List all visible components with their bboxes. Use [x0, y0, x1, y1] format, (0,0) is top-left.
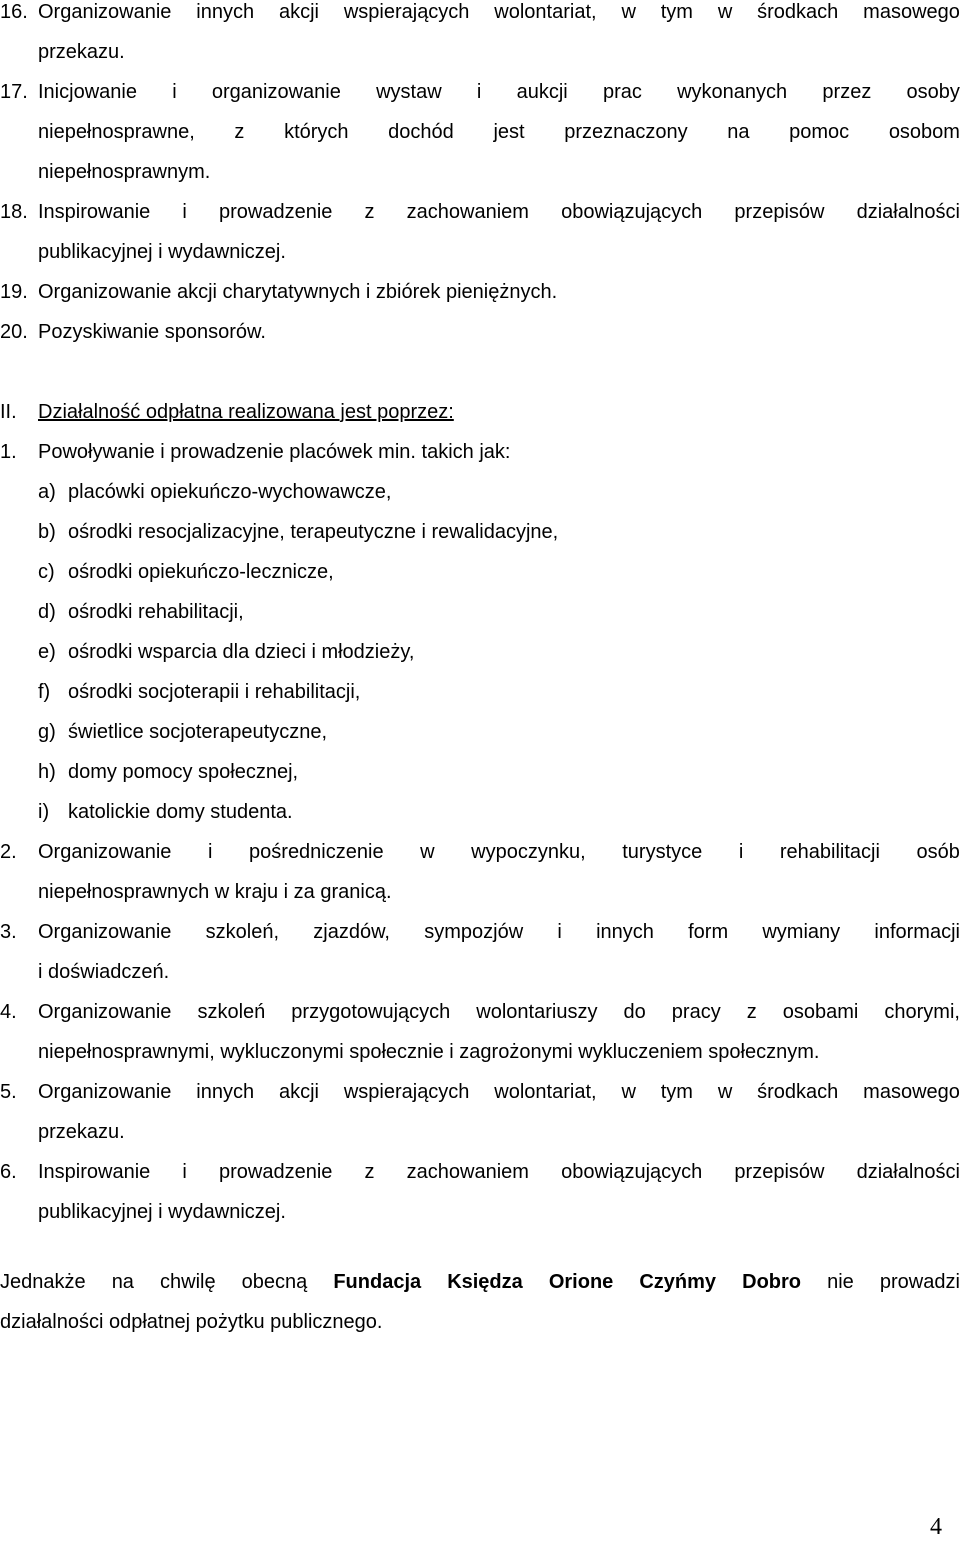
word: turystyce: [622, 841, 703, 863]
word: informacji: [874, 921, 960, 943]
item-text-continuation: niepełnosprawnych w kraju i za granicą.: [38, 881, 392, 903]
word: akcji: [278, 1, 319, 23]
word: i: [172, 81, 177, 103]
word: niepełnosprawne,: [38, 121, 195, 143]
subitem-text: ośrodki rehabilitacji,: [68, 601, 244, 623]
organization-name-word: Księdza: [447, 1271, 523, 1293]
item-number: 18.: [0, 201, 28, 223]
word: pośredniczenie: [249, 841, 384, 863]
word: wykonanych: [677, 81, 788, 103]
word: wolontariat,: [494, 1081, 597, 1103]
word: Jednakże: [0, 1271, 86, 1293]
organization-name-word: Czyńmy: [639, 1271, 717, 1293]
justified-line: [38, 192, 960, 232]
word: prac: [602, 81, 642, 103]
word: na: [727, 121, 750, 143]
subitem-text: placówki opiekuńczo-wychowawcze,: [68, 481, 392, 503]
word: prowadzenie: [219, 1161, 333, 1183]
justified-line: [38, 992, 960, 1032]
subitem: [38, 792, 938, 832]
word: w: [717, 1, 733, 23]
subitem: [38, 632, 938, 672]
word: wymiany: [762, 921, 841, 943]
word: Inspirowanie: [38, 1161, 151, 1183]
word: osób: [916, 841, 960, 863]
justified-line: [38, 112, 960, 152]
word: i: [738, 841, 744, 863]
word: na: [111, 1271, 134, 1293]
word: przeznaczony: [564, 121, 688, 143]
item-text-continuation: niepełnosprawnymi, wykluczonymi społecznie i zagrożonymi wykluczeniem społecznym.: [38, 1041, 820, 1063]
subitem: [38, 712, 938, 752]
justified-line: [38, 1072, 960, 1112]
subitem: [38, 752, 938, 792]
word: masowego: [863, 1, 960, 23]
subitem-text: ośrodki socjoterapii i rehabilitacji,: [68, 681, 361, 703]
justified-line: [38, 1152, 960, 1192]
word: do: [623, 1001, 646, 1023]
word: przepisów: [734, 201, 825, 223]
word: obowiązujących: [561, 1161, 703, 1183]
word: wolontariat,: [494, 1, 597, 23]
word: środkach: [757, 1, 839, 23]
item-number: 4.: [0, 1001, 17, 1023]
item-number: 16.: [0, 1, 28, 23]
word: przez: [822, 81, 872, 103]
word: Organizowanie: [38, 1081, 172, 1103]
word: wystaw: [376, 81, 442, 103]
section-title: Działalność odpłatna realizowana jest poprzez:: [38, 401, 454, 423]
word: sympozjów: [424, 921, 524, 943]
subitem-letter: d): [38, 601, 56, 623]
word: dochód: [388, 121, 454, 143]
item-number: 3.: [0, 921, 17, 943]
organization-name-word: Fundacja: [333, 1271, 422, 1293]
word: akcji: [278, 1081, 319, 1103]
word: prowadzi: [879, 1271, 960, 1293]
word: jest: [493, 121, 525, 143]
word: Organizowanie: [38, 1001, 172, 1023]
word: szkoleń: [197, 1001, 266, 1023]
word: osobami: [782, 1001, 859, 1023]
justified-line: [38, 912, 960, 952]
item-number: 6.: [0, 1161, 17, 1183]
word: i: [557, 921, 562, 943]
word: prowadzenie: [219, 201, 333, 223]
page-number: 4: [930, 1514, 942, 1540]
item-text-continuation: publikacyjnej i wydawniczej.: [38, 241, 286, 263]
word: działalności: [856, 201, 960, 223]
item-number: 1.: [0, 441, 17, 463]
word: Organizowanie: [38, 841, 172, 863]
word: zachowaniem: [406, 201, 529, 223]
word: i: [182, 1161, 187, 1183]
word: i: [208, 841, 213, 863]
word: w: [717, 1081, 733, 1103]
subitem-text: domy pomocy społecznej,: [68, 761, 299, 783]
subitem-letter: a): [38, 481, 56, 503]
justified-line: [0, 1262, 960, 1302]
section-number: II.: [0, 401, 17, 423]
word: osoby: [906, 81, 960, 103]
word: Inicjowanie: [38, 81, 137, 103]
word: zjazdów,: [313, 921, 390, 943]
word: organizowanie: [211, 81, 341, 103]
word: aukcji: [516, 81, 568, 103]
word: wspierających: [343, 1081, 470, 1103]
word: Inspirowanie: [38, 201, 151, 223]
word: tym: [660, 1081, 693, 1103]
word: wolontariuszy: [476, 1001, 598, 1023]
word: form: [688, 921, 729, 943]
subitem-text: ośrodki opiekuńczo-lecznicze,: [68, 561, 334, 583]
word: w: [621, 1081, 636, 1103]
subitem-letter: c): [38, 561, 55, 583]
subitem-letter: b): [38, 521, 56, 543]
justified-line: [38, 0, 960, 32]
word: masowego: [863, 1081, 960, 1103]
word: innych: [196, 1, 255, 23]
word: środkach: [757, 1081, 839, 1103]
word: których: [284, 121, 349, 143]
word: w: [621, 1, 636, 23]
subitem-letter: h): [38, 761, 56, 783]
justified-line: [38, 72, 960, 112]
subitem-text: ośrodki resocjalizacyjne, terapeutyczne i rewalidacyjne,: [68, 521, 559, 543]
word: i: [182, 201, 187, 223]
subitem-text: katolickie domy studenta.: [68, 801, 293, 823]
word: i: [476, 81, 482, 103]
closing-text-continuation: działalności odpłatnej pożytku publicznego.: [0, 1311, 383, 1333]
word: wypoczynku,: [471, 841, 586, 863]
subitem: [38, 512, 938, 552]
organization-name-word: Orione: [548, 1271, 614, 1293]
item-text: Pozyskiwanie sponsorów.: [38, 321, 266, 343]
word: przygotowujących: [291, 1001, 451, 1023]
subitem-text: ośrodki wsparcia dla dzieci i młodzieży,: [68, 641, 415, 663]
item-number: 2.: [0, 841, 17, 863]
word: tym: [660, 1, 693, 23]
word: z: [364, 1161, 375, 1183]
word: obecną: [241, 1271, 308, 1293]
item-number: 17.: [0, 81, 28, 103]
subitem: [38, 672, 938, 712]
word: Organizowanie: [38, 1, 172, 23]
word: pracy: [671, 1001, 721, 1023]
word: obowiązujących: [561, 201, 703, 223]
word: zachowaniem: [406, 1161, 529, 1183]
item-text: Powoływanie i prowadzenie placówek min. takich jak:: [38, 441, 511, 463]
organization-name-word: Dobro: [742, 1271, 802, 1293]
subitem-letter: i): [38, 801, 50, 823]
word: w: [420, 841, 435, 863]
word: przepisów: [734, 1161, 825, 1183]
subitem: [38, 592, 938, 632]
subitem-letter: g): [38, 721, 56, 743]
item-text-continuation: publikacyjnej i wydawniczej.: [38, 1201, 286, 1223]
word: pomoc: [789, 121, 850, 143]
word: chwilę: [160, 1271, 216, 1293]
word: chorymi,: [884, 1001, 960, 1023]
word: innych: [196, 1081, 255, 1103]
word: działalności: [856, 1161, 960, 1183]
subitem: [38, 552, 938, 592]
word: z: [234, 121, 245, 143]
word: innych: [596, 921, 654, 943]
item-number: 20.: [0, 321, 28, 343]
item-text-continuation: przekazu.: [38, 41, 125, 63]
word: z: [364, 201, 375, 223]
subitem: [38, 472, 938, 512]
item-number: 19.: [0, 281, 28, 303]
word: nie: [827, 1271, 854, 1293]
justified-line: [38, 832, 960, 872]
item-text-continuation: przekazu.: [38, 1121, 125, 1143]
word: wspierających: [343, 1, 470, 23]
item-text: Organizowanie akcji charytatywnych i zbiórek pieniężnych.: [38, 281, 558, 303]
word: Organizowanie: [38, 921, 172, 943]
word: osobom: [888, 121, 960, 143]
word: z: [746, 1001, 757, 1023]
subitem-letter: e): [38, 641, 56, 663]
subitem-text: świetlice socjoterapeutyczne,: [68, 721, 328, 743]
word: rehabilitacji: [779, 841, 880, 863]
subitem-letter: f): [38, 681, 51, 703]
item-number: 5.: [0, 1081, 17, 1103]
word: szkoleń,: [205, 921, 280, 943]
item-text-continuation: niepełnosprawnym.: [38, 161, 211, 183]
item-text-continuation: i doświadczeń.: [38, 961, 170, 983]
